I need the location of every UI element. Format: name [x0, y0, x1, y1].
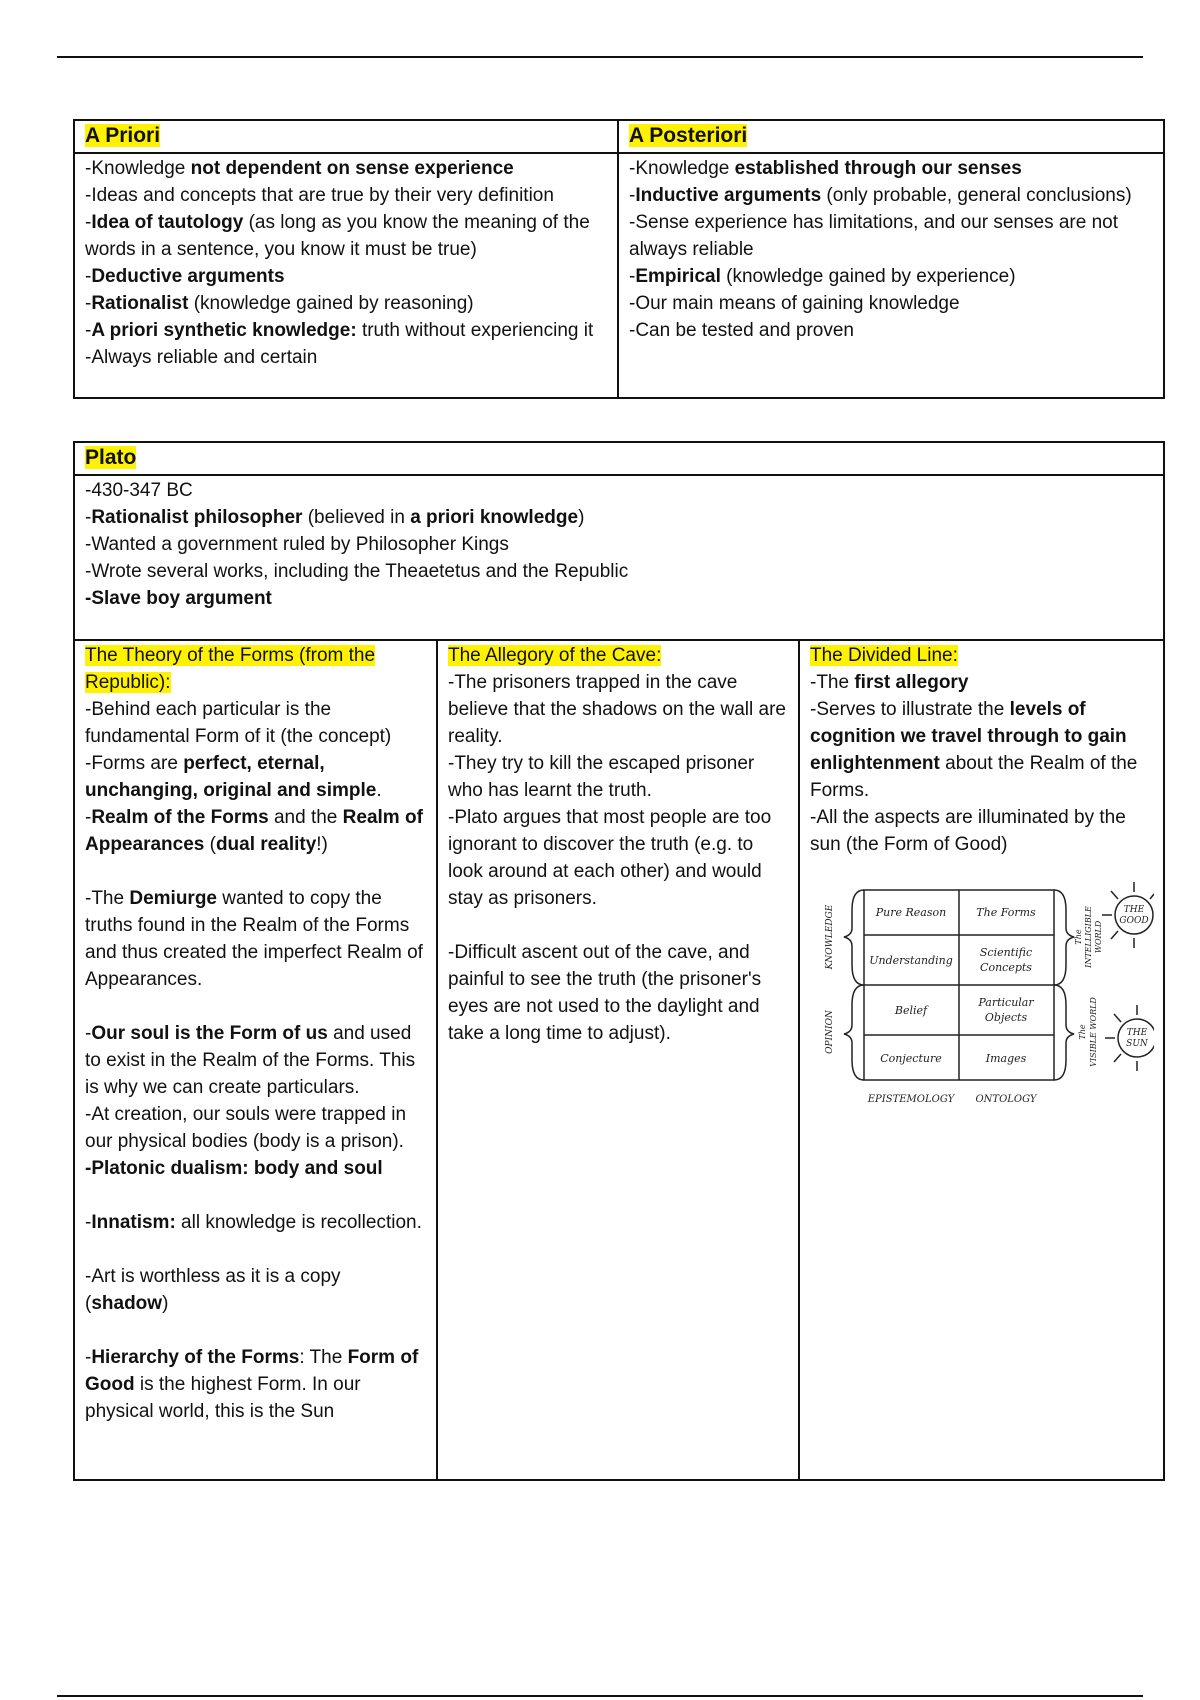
line-sun: -All the aspects are illuminated by the sun (the Form of Good) — [810, 807, 1126, 855]
list-item: -Idea of tautology (as long as you know the meaning of the words in a sentence, you know it must be true) — [85, 212, 590, 260]
cave-title: The Allegory of the Cave: — [448, 645, 662, 666]
a-priori-header — [74, 120, 618, 153]
diagram-scientific-1: Scientific — [979, 946, 1033, 959]
diagram-scientific-2: Concepts — [980, 961, 1032, 974]
forms-behind: -Behind each particular is the fundamental Form of it (the concept) — [85, 699, 392, 747]
diagram-visible-world: VISIBLE WORLD — [1089, 997, 1098, 1067]
a-posteriori-cell — [618, 153, 1164, 398]
plato-table — [73, 441, 1165, 1481]
plato-columns-row — [74, 640, 1164, 1480]
plato-slave-boy: -Slave boy argument — [85, 588, 272, 609]
priori-header-row — [74, 120, 1164, 153]
diagram-epistemology: EPISTEMOLOGY — [867, 1094, 955, 1105]
diagram-pure-reason: Pure Reason — [875, 906, 947, 919]
forms-innatism: -Innatism: all knowledge is recollection. — [85, 1212, 422, 1233]
diagram-good-2: GOOD — [1119, 916, 1149, 926]
priori-body-row — [74, 153, 1164, 398]
forms-perfect: -Forms are perfect, eternal, unchanging, original and simple. — [85, 753, 382, 801]
a-posteriori-header — [618, 120, 1164, 153]
diagram-ontology: ONTOLOGY — [975, 1094, 1037, 1105]
diagram-the-2: The — [1078, 1024, 1087, 1040]
list-item: -A priori synthetic knowledge: truth without experiencing it — [85, 320, 594, 341]
diagram-particular-2: Objects — [984, 1011, 1028, 1024]
list-item: -Ideas and concepts that are true by their very definition — [85, 185, 554, 206]
diagram-conjecture: Conjecture — [880, 1052, 942, 1065]
diagram-sun-2: SUN — [1126, 1039, 1148, 1049]
plato-title: Plato — [85, 446, 137, 469]
visible-sun-rays-icon — [1105, 1005, 1137, 1071]
a-priori-title: A Priori — [85, 124, 161, 147]
forms-creation: -At creation, our souls were trapped in our physical bodies (body is a prison). — [85, 1104, 407, 1152]
intelligible-brace-icon — [1054, 890, 1074, 985]
opinion-brace-icon — [844, 985, 864, 1080]
plato-government: -Wanted a government ruled by Philosopher Kings — [85, 534, 509, 555]
list-item: -Inductive arguments (only probable, general conclusions) — [629, 185, 1132, 206]
diagram-knowledge: KNOWLEDGE — [825, 904, 835, 970]
visible-sun-icon — [1118, 1019, 1154, 1057]
bottom-rule — [57, 1695, 1143, 1697]
diagram-the-forms: The Forms — [976, 906, 1036, 919]
forms-soul: -Our soul is the Form of us and used to exist in the Realm of the Forms. This is why we can create particulars. — [85, 1023, 416, 1098]
good-sun-icon — [1115, 896, 1153, 934]
plato-intro-row — [74, 475, 1164, 640]
forms-title: The Theory of the Forms (from the Republic): — [85, 645, 376, 693]
knowledge-brace-icon — [844, 890, 864, 985]
list-item: -Can be tested and proven — [629, 320, 854, 341]
plato-header-row — [74, 442, 1164, 475]
divided-line-cell — [799, 640, 1164, 1480]
visible-brace-icon — [1054, 985, 1074, 1080]
plato-rationalist: -Rationalist philosopher (believed in a priori knowledge) — [85, 507, 585, 528]
priori-posteriori-table — [73, 119, 1165, 399]
good-rays-icon — [1102, 882, 1154, 948]
forms-dualism: -Platonic dualism: body and soul — [85, 1158, 383, 1179]
cave-escaped: -They try to kill the escaped prisoner who has learnt the truth. — [448, 753, 755, 801]
diagram-sun-1: THE — [1126, 1028, 1148, 1038]
diagram-particular-1: Particular — [978, 996, 1034, 1009]
cave-cell — [437, 640, 799, 1480]
a-priori-cell — [74, 153, 618, 398]
diagram-good-1: THE — [1123, 905, 1145, 915]
line-first: -The first allegory — [810, 672, 969, 693]
plato-dates: -430-347 BC — [85, 480, 193, 501]
plato-intro-cell — [74, 475, 1164, 640]
list-item: -Our main means of gaining knowledge — [629, 293, 960, 314]
forms-realms: -Realm of the Forms and the Realm of Appearances (dual reality!) — [85, 807, 423, 855]
forms-hierarchy: -Hierarchy of the Forms: The Form of Good is the highest Form. In our physical world, this is the Sun — [85, 1347, 419, 1422]
diagram-intelligible: INTELLIGIBLE — [1084, 906, 1093, 968]
list-item: -Always reliable and certain — [85, 347, 318, 368]
forms-demiurge: -The Demiurge wanted to copy the truths found in the Realm of the Forms and thus created the imperfect Realm of Appearances. — [85, 888, 423, 990]
plato-header — [74, 442, 1164, 475]
list-item: -Knowledge established through our senses — [629, 158, 1022, 179]
divided-line-title: The Divided Line: — [810, 645, 958, 666]
diagram-the-1: The — [1074, 929, 1083, 945]
plato-works: -Wrote several works, including the Theaetetus and the Republic — [85, 561, 629, 582]
list-item: -Empirical (knowledge gained by experience) — [629, 266, 1016, 287]
list-item: -Rationalist (knowledge gained by reasoning) — [85, 293, 474, 314]
list-item: -Deductive arguments — [85, 266, 285, 287]
cave-ascent: -Difficult ascent out of the cave, and painful to see the truth (the prisoner's eyes are not used to the daylight and take a long time to adjust). — [448, 942, 762, 1044]
diagram-opinion: OPINION — [825, 1010, 835, 1054]
line-serves: -Serves to illustrate the levels of cognition we travel through to gain enlightenment about the Realm of the Forms. — [810, 699, 1138, 801]
list-item: -Knowledge not dependent on sense experience — [85, 158, 514, 179]
list-item: -Sense experience has limitations, and our senses are not always reliable — [629, 212, 1118, 260]
diagram-belief: Belief — [894, 1004, 928, 1017]
forms-art: -Art is worthless as it is a copy (shadow) — [85, 1266, 341, 1314]
cave-ignorant: -Plato argues that most people are too ignorant to discover the truth (e.g. to look around at each other) and would stay as prisoners. — [448, 807, 772, 909]
diagram-world-1: WORLD — [1094, 920, 1103, 954]
a-posteriori-title: A Posteriori — [629, 124, 748, 147]
divided-line-diagram — [804, 870, 1154, 1120]
cave-prisoners: -The prisoners trapped in the cave believe that the shadows on the wall are reality. — [448, 672, 786, 747]
diagram-images: Images — [985, 1052, 1027, 1065]
top-rule — [57, 56, 1143, 58]
forms-cell — [74, 640, 437, 1480]
diagram-understanding: Understanding — [869, 954, 953, 967]
